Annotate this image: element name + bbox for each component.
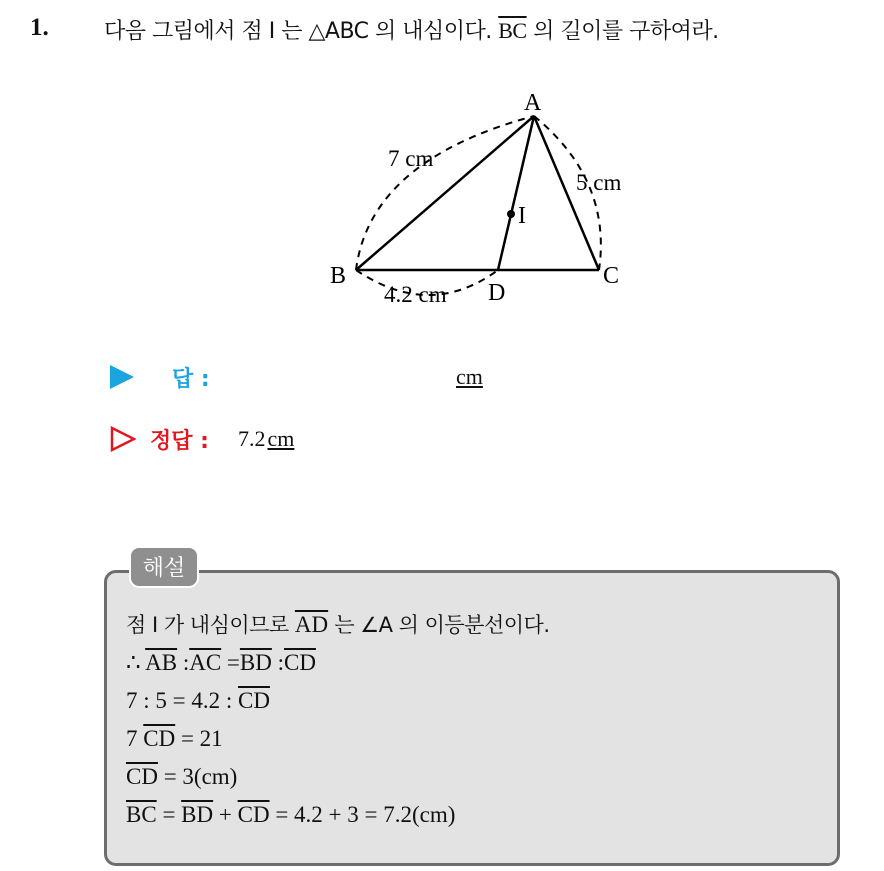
solution-line-5: $\overline{CD} = 3(cm)$ [126, 764, 238, 789]
answer-unit: cm [456, 364, 483, 389]
solution-line-6: $\overline{BC} = \overline{BD} + \overline{CD} = 4.2 + 3 = 7.2(cm)$ [126, 802, 456, 827]
solution-line-1: 점 I 가 내심이므로 $\overline{AD}$ 는 ∠A 의 이등분선이다. [126, 612, 550, 637]
question-text-part2: 의 길이를 구하여라. [526, 19, 719, 44]
correct-unit: cm [267, 426, 295, 451]
label-b: B [330, 263, 347, 289]
solution-tag: 해설 [129, 546, 199, 588]
side-ab [356, 116, 534, 270]
answer-row [110, 362, 530, 392]
answer-label: 답 : [172, 367, 210, 392]
question-text [104, 14, 719, 45]
solution-line-3: 7 : 5 = 4.2 : $\overline{CD}$ [126, 688, 270, 713]
solution-lines [126, 608, 550, 836]
segment-ad [498, 116, 534, 270]
length-ab: 7 cm [388, 146, 434, 171]
solution-line-2: ∴ $\overline{AB}$ $:\overline{AC} =\overline{BD}$ $:\overline{CD}$ [126, 650, 316, 675]
correct-label: 정답 : [150, 429, 209, 454]
incenter-dot [507, 210, 515, 218]
label-a: A [524, 90, 542, 116]
segment-bc: $\overline{BC}$ [498, 18, 527, 43]
question-text-part1: 다음 그림에서 점 I 는 △ABC 의 내심이다. [104, 19, 492, 44]
correct-answer-row [110, 424, 530, 454]
label-i: I [518, 203, 526, 229]
play-outline-icon [110, 426, 136, 452]
question-number: 1. [30, 14, 49, 41]
triangle-figure [300, 80, 660, 320]
play-icon [110, 365, 134, 389]
solution-line-4: 7 $\overline{CD} = 21$ [126, 726, 223, 751]
length-bd: 4.2 cm [384, 282, 447, 307]
length-ac: 5 cm [576, 170, 622, 195]
correct-number: 7.2 [238, 426, 266, 451]
label-c: C [603, 263, 620, 289]
correct-value [238, 426, 294, 452]
label-d: D [488, 280, 506, 306]
